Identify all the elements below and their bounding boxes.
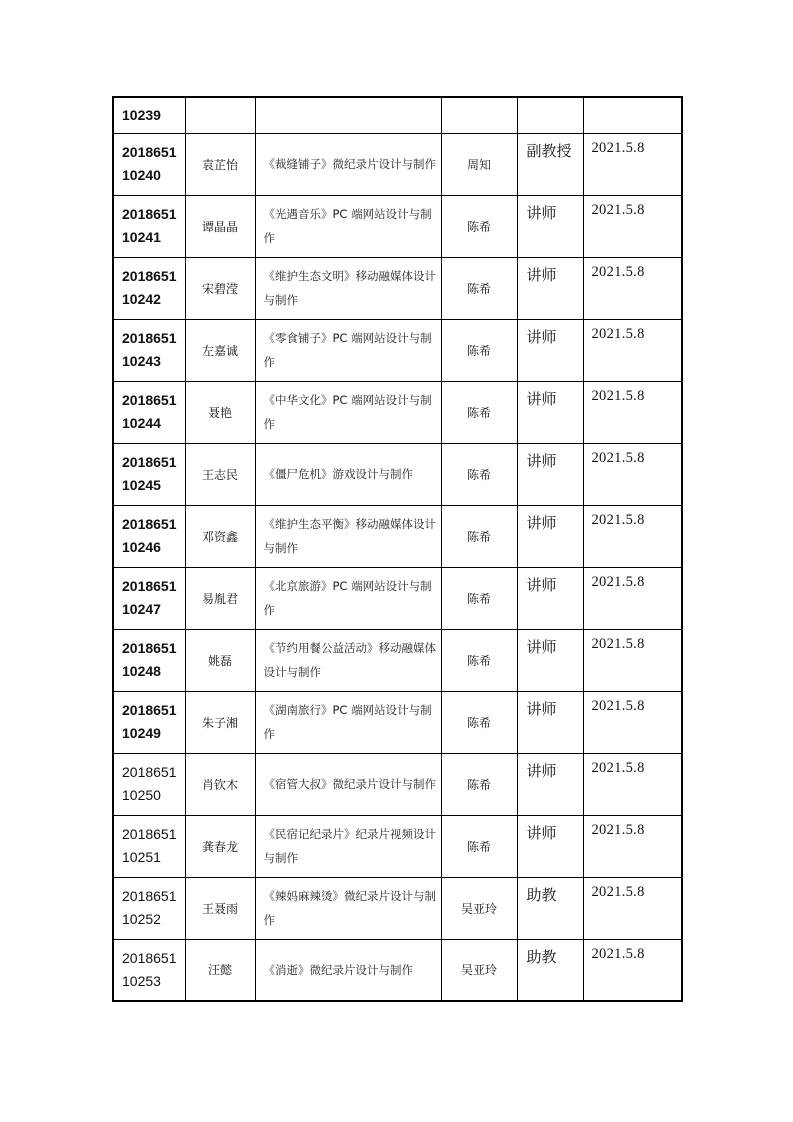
advisor-rank-cell: 助教 [517, 939, 583, 1001]
date-cell: 2021.5.8 [583, 691, 682, 753]
advisor-cell: 周知 [441, 133, 517, 195]
advisor-rank-cell: 讲师 [517, 443, 583, 505]
date-cell: 2021.5.8 [583, 133, 682, 195]
project-title-cell: 《光遇音乐》PC 端网站设计与制作 [255, 195, 441, 257]
table-row [113, 629, 682, 691]
project-title-cell: 《裁缝铺子》微纪录片设计与制作 [255, 133, 441, 195]
student-name-cell: 谭晶晶 [185, 195, 255, 257]
student-id-cell: 2018651 10249 [113, 691, 185, 753]
student-name-cell: 易胤君 [185, 567, 255, 629]
student-name-cell: 王志民 [185, 443, 255, 505]
student-id-cell: 2018651 10244 [113, 381, 185, 443]
student-id-cell: 2018651 10246 [113, 505, 185, 567]
date-cell: 2021.5.8 [583, 815, 682, 877]
project-title-cell: 《民宿记纪录片》纪录片视频设计与制作 [255, 815, 441, 877]
project-title-cell: 《北京旅游》PC 端网站设计与制作 [255, 567, 441, 629]
advisor-cell [441, 97, 517, 133]
student-name-cell: 邓资鑫 [185, 505, 255, 567]
date-cell: 2021.5.8 [583, 195, 682, 257]
advisor-cell: 陈希 [441, 195, 517, 257]
date-cell: 2021.5.8 [583, 877, 682, 939]
student-id-cell: 2018651 10253 [113, 939, 185, 1001]
table-row [113, 319, 682, 381]
project-title-cell: 《维护生态文明》移动融媒体设计与制作 [255, 257, 441, 319]
student-name-cell [185, 97, 255, 133]
advisor-rank-cell: 讲师 [517, 195, 583, 257]
student-name-cell: 姚磊 [185, 629, 255, 691]
table-row [113, 97, 682, 133]
advisor-cell: 陈希 [441, 691, 517, 753]
advisor-cell: 吴亚玲 [441, 877, 517, 939]
advisor-rank-cell: 讲师 [517, 629, 583, 691]
advisor-rank-cell: 讲师 [517, 381, 583, 443]
student-name-cell: 王聂雨 [185, 877, 255, 939]
advisor-cell: 陈希 [441, 257, 517, 319]
table-row [113, 257, 682, 319]
project-title-cell: 《僵尸危机》游戏设计与制作 [255, 443, 441, 505]
table-row [113, 753, 682, 815]
student-id-cell: 2018651 10248 [113, 629, 185, 691]
date-cell: 2021.5.8 [583, 257, 682, 319]
project-title-cell: 《维护生态平衡》移动融媒体设计与制作 [255, 505, 441, 567]
table-row [113, 381, 682, 443]
project-title-cell: 《宿管大叔》微纪录片设计与制作 [255, 753, 441, 815]
advisor-cell: 陈希 [441, 319, 517, 381]
table-row [113, 443, 682, 505]
student-id-cell: 2018651 10241 [113, 195, 185, 257]
student-id-cell: 2018651 10250 [113, 753, 185, 815]
advisor-cell: 陈希 [441, 381, 517, 443]
project-title-cell: 《湖南旅行》PC 端网站设计与制作 [255, 691, 441, 753]
student-id-cell: 2018651 10243 [113, 319, 185, 381]
advisor-rank-cell: 讲师 [517, 257, 583, 319]
table-row [113, 133, 682, 195]
advisor-rank-cell: 副教授 [517, 133, 583, 195]
date-cell: 2021.5.8 [583, 629, 682, 691]
date-cell: 2021.5.8 [583, 567, 682, 629]
student-name-cell: 左嘉诚 [185, 319, 255, 381]
table-row [113, 195, 682, 257]
student-name-cell: 朱子湘 [185, 691, 255, 753]
student-id-cell: 2018651 10240 [113, 133, 185, 195]
student-name-cell: 袁芷怡 [185, 133, 255, 195]
date-cell: 2021.5.8 [583, 505, 682, 567]
advisor-rank-cell: 讲师 [517, 567, 583, 629]
table-row [113, 691, 682, 753]
advisor-cell: 陈希 [441, 505, 517, 567]
project-title-cell: 《中华文化》PC 端网站设计与制作 [255, 381, 441, 443]
student-name-cell: 龚春龙 [185, 815, 255, 877]
project-title-cell [255, 97, 441, 133]
thesis-topic-table [112, 96, 683, 1002]
table-row [113, 939, 682, 1001]
project-title-cell: 《消逝》微纪录片设计与制作 [255, 939, 441, 1001]
advisor-cell: 陈希 [441, 443, 517, 505]
date-cell: 2021.5.8 [583, 319, 682, 381]
advisor-cell: 陈希 [441, 629, 517, 691]
date-cell: 2021.5.8 [583, 939, 682, 1001]
advisor-rank-cell: 讲师 [517, 505, 583, 567]
student-id-cell: 2018651 10252 [113, 877, 185, 939]
advisor-rank-cell [517, 97, 583, 133]
table-row [113, 567, 682, 629]
project-title-cell: 《节约用餐公益活动》移动融媒体设计与制作 [255, 629, 441, 691]
student-name-cell: 汪懿 [185, 939, 255, 1001]
student-id-cell: 10239 [113, 97, 185, 133]
date-cell: 2021.5.8 [583, 443, 682, 505]
project-title-cell: 《零食铺子》PC 端网站设计与制作 [255, 319, 441, 381]
table-row [113, 505, 682, 567]
student-id-cell: 2018651 10251 [113, 815, 185, 877]
student-id-cell: 2018651 10245 [113, 443, 185, 505]
advisor-rank-cell: 讲师 [517, 319, 583, 381]
advisor-rank-cell: 讲师 [517, 815, 583, 877]
date-cell [583, 97, 682, 133]
advisor-rank-cell: 讲师 [517, 691, 583, 753]
advisor-rank-cell: 讲师 [517, 753, 583, 815]
student-name-cell: 肖钦木 [185, 753, 255, 815]
student-id-cell: 2018651 10242 [113, 257, 185, 319]
table-row [113, 877, 682, 939]
student-id-cell: 2018651 10247 [113, 567, 185, 629]
date-cell: 2021.5.8 [583, 753, 682, 815]
table-row [113, 815, 682, 877]
advisor-rank-cell: 助教 [517, 877, 583, 939]
student-name-cell: 聂艳 [185, 381, 255, 443]
date-cell: 2021.5.8 [583, 381, 682, 443]
advisor-cell: 陈希 [441, 567, 517, 629]
advisor-cell: 陈希 [441, 815, 517, 877]
advisor-cell: 吴亚玲 [441, 939, 517, 1001]
project-title-cell: 《辣妈麻辣烫》微纪录片设计与制作 [255, 877, 441, 939]
student-name-cell: 宋碧滢 [185, 257, 255, 319]
advisor-cell: 陈希 [441, 753, 517, 815]
